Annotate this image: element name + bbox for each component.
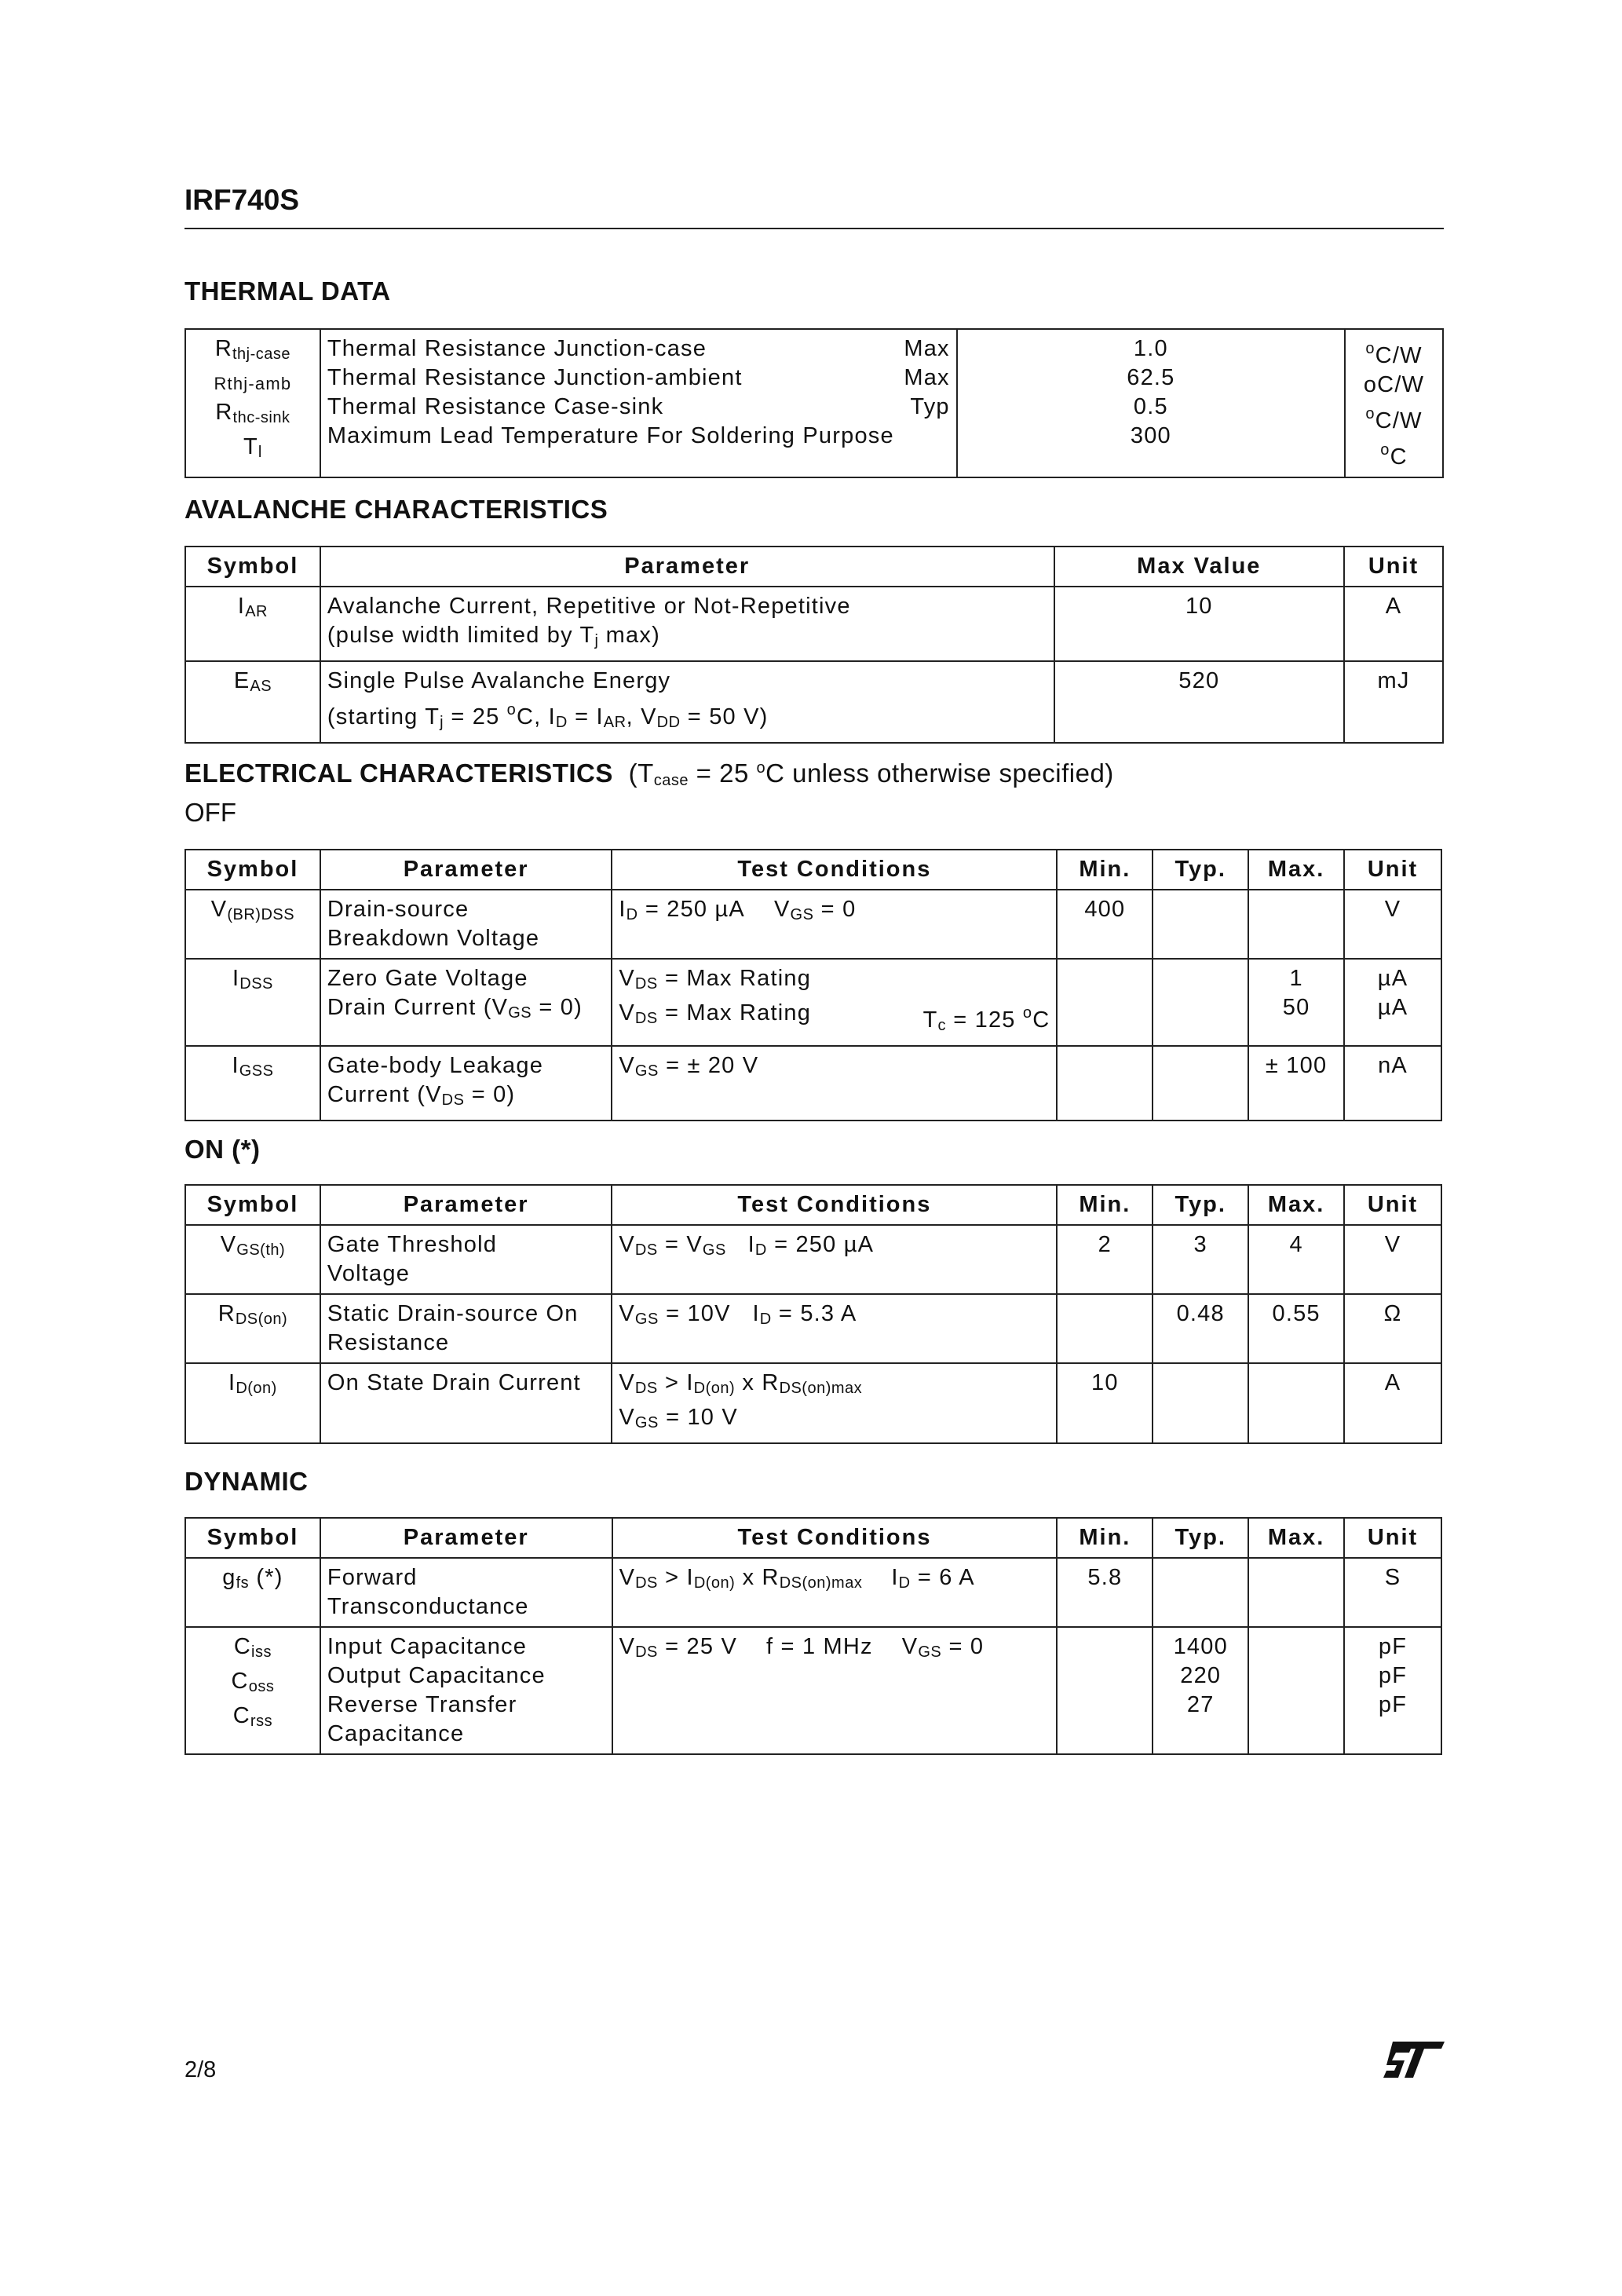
table-row: $I_{GSS}$ Gate-body Leakage Current $(V_{DS} = 0)$ $V_{GS}$ = ± 20 V ± 100 nA (185, 1046, 1441, 1121)
thermal-parameters: Thermal Resistance Junction-case Max Thermal Resistance Junction-ambient Max Thermal Resistance Case-sink Typ Maximum Lead Temperature For Soldering Purpose (320, 329, 957, 477)
dynamic-header-row: Symbol Parameter Test Conditions Min. Typ. Max. Unit (185, 1518, 1441, 1558)
table-row: $V_{GS(th)}$ Gate Threshold Voltage $V_{DS} = V_{GS}$ $I_D = 250$ µA 2 3 4 V (185, 1225, 1441, 1294)
table-row: $R_{DS(on)}$ Static Drain-source On Resistance $V_{GS} = 10V$ $I_D = 5.3$ A 0.48 0.55 Ω (185, 1294, 1441, 1363)
on-table (184, 1184, 1442, 1444)
dynamic-heading: DYNAMIC (184, 1467, 309, 1496)
table-row: $E_{AS}$ Single Pulse Avalanche Energy (starting $T_j = 25$ $^o$C, $I_D = I_{AR}$, $V_{DD} = 50$ V) 520 mJ (185, 661, 1443, 743)
table-row: $C_{iss}$ $C_{oss}$ $C_{rss}$ Input Capacitance Output Capacitance Reverse Transfer Capacitance $V_{DS} = 25$ V f = 1 MHz $V_{GS} = 0$ 1400 220 27 pF pF pF (185, 1627, 1441, 1754)
table-row: $I_{DSS}$ Zero Gate Voltage Drain Current $(V_{GS} = 0)$ $V_{DS}$ = Max Rating $V_{DS}$ = Max Rating $T_c = 125$ $^o$C 1 50 µA µA (185, 959, 1441, 1046)
page-number: 2/8 (184, 2057, 217, 2082)
thermal-units: $^o$C/W oC/W $^o$C/W $^o$C (1345, 329, 1443, 477)
avalanche-heading: AVALANCHE CHARACTERISTICS (184, 495, 608, 524)
st-logo-icon (1383, 2042, 1445, 2078)
dynamic-table (184, 1517, 1442, 1755)
electrical-heading: ELECTRICAL CHARACTERISTICS ($T_{case} = 25$ $^o$C unless otherwise specified) (184, 759, 1114, 789)
header-rule (184, 228, 1444, 229)
thermal-values: 1.0 62.5 0.5 300 (957, 329, 1345, 477)
table-row: $I_{AR}$ Avalanche Current, Repetitive or Not-Repetitive (pulse width limited by $T_j$ max) 10 A (185, 587, 1443, 661)
on-header-row: Symbol Parameter Test Conditions Min. Typ. Max. Unit (185, 1185, 1441, 1225)
thermal-symbols: $R_{thj-case}$ Rthj-amb $R_{thc-sink}$ $T_l$ (185, 329, 320, 477)
off-table (184, 849, 1442, 1121)
on-heading: ON (*) (184, 1135, 261, 1164)
thermal-data-table (184, 328, 1444, 478)
off-header-row: Symbol Parameter Test Conditions Min. Typ. Max. Unit (185, 850, 1441, 890)
table-row: $V_{(BR)DSS}$ Drain-source Breakdown Voltage $I_D = 250$ µA $V_{GS} = 0$ 400 V (185, 890, 1441, 959)
avalanche-header-row: Symbol Parameter Max Value Unit (185, 547, 1443, 587)
table-row: $g_{fs}$ (*) Forward Transconductance $V_{DS} > I_{D(on)}$ x $R_{DS(on)max}$ $I_D = 6$ A 5.8 S (185, 1558, 1441, 1627)
off-label: OFF (184, 798, 236, 827)
thermal-data-heading: THERMAL DATA (184, 276, 391, 305)
avalanche-table (184, 546, 1444, 744)
table-row: $I_{D(on)}$ On State Drain Current $V_{DS} > I_{D(on)}$ x $R_{DS(on)max}$ $V_{GS} = 10$ V 10 A (185, 1363, 1441, 1443)
part-number: IRF740S (184, 184, 300, 216)
